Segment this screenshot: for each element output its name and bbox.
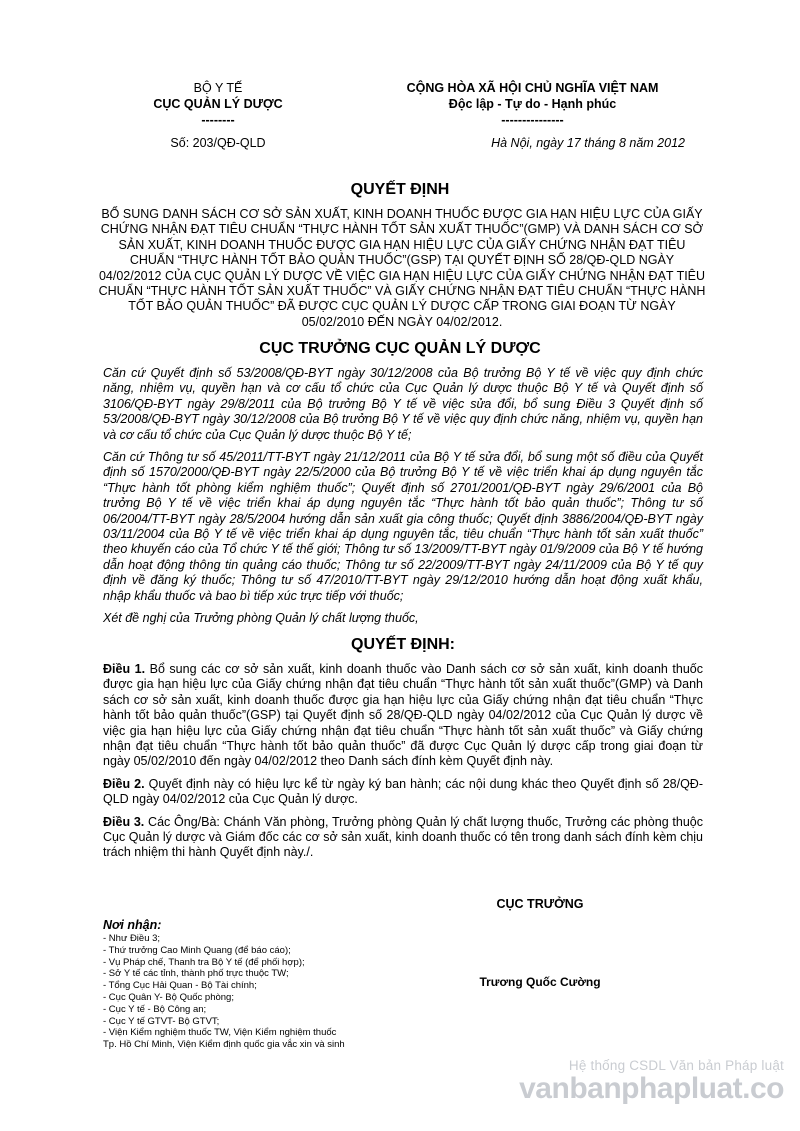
watermark-domain: vanbanphapluat.co [519,1072,784,1105]
site-watermark [519,1058,784,1105]
recipient-item: - Cục Y tế - Bộ Công an; [103,1003,207,1015]
document-title: QUYẾT ĐỊNH [350,181,450,198]
article-label: Điều 2. [103,776,145,791]
national-heading-block [360,80,705,128]
preamble-paragraph: Căn cứ Quyết định số 53/2008/QĐ-BYT ngày 30/12/2008 của Bộ trưởng Bộ Y tế về việc quy định chức năng, nhiệm vụ, quyền hạn và cơ cấu tổ chức của Cục Quản lý dược thuộc Bộ Y tế và Quyết định số 3106/QĐ-BYT ngày 29/8/2011 của Bộ trưởng Bộ Y tế về việc sửa đổi, bổ sung Điều 3 Quyết định số 53/2008/QĐ-BYT ngày 30/12/2008 của Bộ trưởng Bộ Y tế về việc quy định chức năng, nhiệm vụ, quyền hạn và cơ cấu tổ chức của Cục Quản lý dược thuộc Bộ Y tế; [103,366,703,442]
article-text: Các Ông/Bà: Chánh Văn phòng, Trưởng phòng Quản lý chất lượng thuốc, Trưởng các phòng thuộc Cục Quản lý dược và Giám đốc các cơ sở sản xuất, kinh doanh thuốc có tên trong danh sách đính kèm chịu trách nhiệm thi hành Quyết định này./. [103,814,703,860]
decision-heading: QUYẾT ĐỊNH: [351,635,455,653]
article-1 [103,662,703,770]
place-and-date: Hà Nội, ngày 17 tháng 8 năm 2012 [491,136,685,150]
recipient-item: - Cục Y tế GTVT- Bộ GTVT; [103,1015,220,1027]
recipient-item: - Thứ trưởng Cao Minh Quang (để báo cáo); [103,944,291,956]
recipients-list [103,918,413,1051]
document-body [103,366,703,868]
article-label: Điều 3. [103,814,145,829]
recipient-item: - Sở Y tế các tỉnh, thành phố trực thuộc TW; [103,968,289,980]
watermark-caption: Hệ thống CSDL Văn bản Pháp luật [568,1058,784,1073]
signer-title: CỤC TRƯỞNG [496,897,584,911]
issuing-authority-block [118,80,318,128]
country-name: CỘNG HÒA XÃ HỘI CHỦ NGHĨA VIỆT NAM [406,81,659,95]
document-header [0,80,800,155]
ministry-name: BỘ Y TẾ [193,81,243,95]
recipient-item: Tp. Hồ Chí Minh, Viện Kiểm định quốc gia vắc xin và sinh [103,1039,345,1051]
recipient-item: - Cục Quân Y- Bộ Quốc phòng; [103,991,234,1003]
recipient-item: - Tổng Cục Hải Quan - Bộ Tài chính; [103,980,257,992]
article-text: Quyết định này có hiệu lực kể từ ngày ký ban hành; các nội dung khác theo Quyết định số 28/QĐ-QLD ngày 04/02/2012 của Cục Quản lý dược. [103,776,703,807]
preamble-paragraph: Căn cứ Thông tư số 45/2011/TT-BYT ngày 21/12/2011 của Bộ Y tế sửa đổi, bổ sung một số điều của Quyết định số 1570/2000/QĐ-BYT ngày 22/5/2000 của Bộ trưởng Bộ Y tế về việc triển khai áp dụng nguyên tắc “Thực hành tốt phòng kiểm nghiệm thuốc”; Quyết định số 2701/2001/QĐ-BYT ngày 29/6/2001 của Bộ trưởng Bộ Y tế về việc triển khai áp dụng nguyên tắc “Thực hành tốt bảo quản thuốc”; Thông tư số 06/2004/TT-BYT ngày 28/5/2004 hướng dẫn sản xuất gia công thuốc; Quyết định 3886/2004/QĐ-BYT ngày 03/11/2004 của Bộ Y tế về việc triển khai áp dụng nguyên tắc, tiêu chuẩn “Thực hành tốt sản xuất thuốc” theo khuyến cáo của Tổ chức Y tế thế giới; Thông tư số 13/2009/TT-BYT ngày 01/9/2009 của Bộ Y tế hướng dẫn hoạt động thông tin quảng cáo thuốc; Thông tư số 22/2009/TT-BYT ngày 24/11/2009 của Bộ Y tế quy định về đăng ký thuốc; Thông tư số 47/2010/TT-BYT ngày 29/12/2010 hướng dẫn hoạt động xuất khẩu, nhập khẩu thuốc và bao bì tiếp xúc trực tiếp với thuốc; [103,450,703,603]
article-text: Bổ sung các cơ sở sản xuất, kinh doanh thuốc vào Danh sách cơ sở sản xuất, kinh doanh thuốc được gia hạn hiệu lực của Giấy chứng nhận đạt tiêu chuẩn “Thực hành tốt sản xuất thuốc”(GMP) và Danh sách cơ sở sản xuất, kinh doanh thuốc được gia hạn hiệu lực của Giấy chứng nhận đạt tiêu chuẩn “Thực hành tốt bảo quản thuốc”(GSP) tại Quyết định số 28/QĐ-QLD ngày 04/02/2012 của Cục Quản lý dược về việc gia hạn hiệu lực của Giấy chứng nhận đạt tiêu chuẩn “Thực hành tốt sản xuất thuốc” và Giấy chứng nhận đạt tiêu chuẩn “Thực hành tốt bảo quản thuốc” đã được Cục Quản lý dược cấp trong giai đoạn từ ngày 05/02/2010 đến ngày 04/02/2012 theo Danh sách đính kèm Quyết định này. [103,661,703,769]
document-number: Số: 203/QĐ-QLD [170,136,266,150]
right-divider: --------------- [501,113,564,127]
preamble-paragraph: Xét đề nghị của Trưởng phòng Quản lý chất lượng thuốc, [103,611,419,626]
agency-name: CỤC QUẢN LÝ DƯỢC [153,97,283,111]
article-3 [103,815,703,861]
recipient-item: - Viện Kiểm nghiệm thuốc TW, Viện Kiểm nghiệm thuốc [103,1027,337,1039]
article-2 [103,777,703,808]
recipient-item: - Vụ Pháp chế, Thanh tra Bộ Y tế (để phối hợp); [103,956,305,968]
national-motto: Độc lập - Tự do - Hạnh phúc [448,97,617,111]
issuer-title: CỤC TRƯỞNG CỤC QUẢN LÝ DƯỢC [259,340,541,357]
recipient-item: - Như Điều 3; [103,933,161,944]
recipients-title: Nơi nhận: [103,918,162,932]
article-label: Điều 1. [103,661,146,676]
document-subject: BỔ SUNG DANH SÁCH CƠ SỞ SẢN XUẤT, KINH DOANH THUỐC ĐƯỢC GIA HẠN HIỆU LỰC CỦA GIẤY CHỨNG NHẬN ĐẠT TIÊU CHUẨN “THỰC HÀNH TỐT SẢN XUẤT THUỐC”(GMP) VÀ DANH SÁCH CƠ SỞ SẢN XUẤT, KINH DOANH THUỐC ĐƯỢC GIA HẠN HIỆU LỰC CỦA GIẤY CHỨNG NHẬN ĐẠT TIÊU CHUẨN “THỰC HÀNH TỐT BẢO QUẢN THUỐC”(GSP) TẠI QUYẾT ĐỊNH SỐ 28/QĐ-QLD NGÀY 04/02/2012 CỦA CỤC QUẢN LÝ DƯỢC VỀ VIỆC GIA HẠN HIỆU LỰC CỦA GIẤY CHỨNG NHẬN ĐẠT TIÊU CHUẨN “THỰC HÀNH TỐT SẢN XUẤT THUỐC” VÀ GIẤY CHỨNG NHẬN ĐẠT TIÊU CHUẨN “THỰC HÀNH TỐT BẢO QUẢN THUỐC” ĐÃ ĐƯỢC CỤC QUẢN LÝ DƯỢC CẤP TRONG GIAI ĐOẠN TỪ NGÀY 05/02/2010 ĐẾN NGÀY 04/02/2012. [98,207,706,329]
left-divider: -------- [201,113,235,127]
signer-name: Trương Quốc Cường [479,975,601,989]
